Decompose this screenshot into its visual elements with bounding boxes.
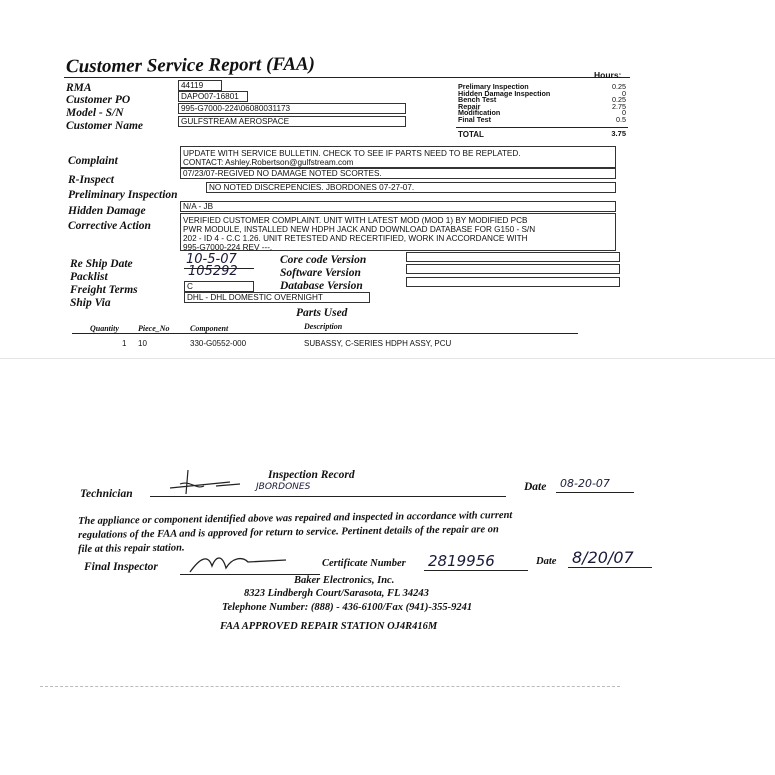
part-quantity: 1 bbox=[122, 339, 127, 348]
hours-row-value: 0.25 bbox=[612, 82, 626, 91]
hours-row-label: Final Test bbox=[458, 115, 492, 124]
hours-row-label: Modification bbox=[458, 108, 501, 118]
hours-row-label: Repair bbox=[458, 101, 481, 111]
packlist-label: Packlist bbox=[70, 271, 108, 283]
part-description: SUBASSY, C-SERIES HDPH ASSY, PCU bbox=[304, 339, 452, 348]
final-inspector-label: Final Inspector bbox=[84, 561, 158, 573]
hours-row-value: 0 bbox=[622, 108, 626, 118]
certificate-number-value: 2819956 bbox=[428, 552, 495, 570]
hours-total-rule bbox=[456, 127, 628, 128]
repair-station: FAA APPROVED REPAIR STATION OJ4R416M bbox=[220, 621, 438, 632]
core-code-version-label: Core code Version bbox=[280, 254, 367, 266]
company-phone: Telephone Number: (888) - 436-6100/Fax (941)-355-9241 bbox=[222, 602, 473, 613]
model-sn-field: 995-G7000-224\06080031173 bbox=[178, 103, 406, 114]
hours-row-value: 0.25 bbox=[612, 95, 626, 105]
report-title: Customer Service Report (FAA) bbox=[65, 53, 316, 78]
ship-via-label: Ship Via bbox=[70, 297, 111, 309]
software-version-field bbox=[406, 264, 620, 274]
col-component: Component bbox=[190, 324, 229, 333]
part-component: 330-G0552-000 bbox=[190, 339, 247, 348]
parts-used-heading: Parts Used bbox=[296, 307, 348, 319]
hours-row-label: Prelimary Inspection bbox=[458, 82, 529, 91]
ship-via-field: DHL - DHL DOMESTIC OVERNIGHT bbox=[184, 292, 370, 303]
hidden-damage-label: Hidden Damage bbox=[68, 205, 146, 217]
r-inspect-label: R-Inspect bbox=[68, 174, 114, 186]
inspection-date-value: 08-20-07 bbox=[560, 477, 610, 490]
inspection-date-rule bbox=[556, 492, 634, 493]
hours-total-value: 3.75 bbox=[611, 129, 626, 138]
certificate-number-label: Certificate Number bbox=[322, 558, 406, 569]
complaint-label: Complaint bbox=[68, 155, 118, 167]
hours-row-value: 0.5 bbox=[616, 115, 626, 124]
hours-row-label: Hidden Damage Inspection bbox=[458, 88, 551, 98]
corrective-action-label: Corrective Action bbox=[68, 220, 151, 232]
company-address: 8323 Lindbergh Court/Sarasota, FL 34243 bbox=[244, 588, 429, 599]
certification-statement-line1: The appliance or component identified above was repaired and inspected in accordance with current bbox=[78, 509, 513, 527]
reship-date-label: Re Ship Date bbox=[70, 258, 133, 270]
core-code-version-field bbox=[406, 252, 620, 262]
final-date-value: 8/20/07 bbox=[572, 548, 634, 567]
rma-field: 44119 bbox=[178, 80, 222, 91]
customer-po-field: DAPO07-16801 bbox=[178, 91, 248, 102]
col-description: Description bbox=[304, 322, 343, 331]
technician-label: Technician bbox=[80, 488, 133, 500]
certificate-rule bbox=[424, 570, 528, 571]
title-rule bbox=[64, 77, 630, 78]
hours-row-value: 0 bbox=[622, 88, 626, 98]
customer-name-field: GULFSTREAM AEROSPACE bbox=[178, 116, 406, 127]
company-name: Baker Electronics, Inc. bbox=[294, 575, 395, 586]
col-piece-no: Piece_No bbox=[138, 324, 170, 333]
hours-heading: Hours: bbox=[594, 70, 622, 80]
packlist-value: 105292 bbox=[188, 264, 238, 279]
technician-signature bbox=[160, 460, 270, 500]
scan-artifact-line bbox=[40, 686, 620, 687]
hours-total-label: TOTAL bbox=[458, 130, 484, 139]
database-version-label: Database Version bbox=[280, 280, 363, 292]
hours-row-value: 2.75 bbox=[612, 101, 626, 111]
preliminary-inspection-field: NO NOTED DISCREPENCIES. JBORDONES 07-27-07. bbox=[206, 182, 616, 193]
customer-name-label: Customer Name bbox=[66, 120, 143, 132]
parts-header-rule bbox=[72, 333, 578, 334]
col-quantity: Quantity bbox=[90, 324, 119, 333]
certification-statement-line2: regulations of the FAA and is approved for return to service. Pertinent details of the repair are on bbox=[78, 524, 499, 541]
technician-name: JBORDONES bbox=[256, 482, 311, 492]
part-piece-no: 10 bbox=[138, 339, 147, 348]
hours-row-label: Bench Test bbox=[458, 95, 497, 105]
corrective-action-field: VERIFIED CUSTOMER COMPLAINT. UNIT WITH LATEST MOD (MOD 1) BY MODIFIED PCB PWR MODULE, INSTALLED NEW HDPH JACK AND DOWNLOAD DATABASE FOR G150 - S/N 202 - ID 4 - C.C 1.26. UNIT RETESTED AND RECERTIFIED, WORK IN ACCORDANCE WITH 995-G7000-224 REV ---. bbox=[180, 213, 616, 251]
complaint-field: UPDATE WITH SERVICE BULLETIN. CHECK TO SEE IF PARTS NEED TO BE REPLATED. CONTACT: Ashley.Robertson@gulfstream.com bbox=[180, 146, 616, 168]
freight-terms-field: C bbox=[184, 281, 254, 292]
final-date-rule bbox=[568, 567, 652, 568]
customer-po-label: Customer PO bbox=[66, 94, 131, 106]
software-version-label: Software Version bbox=[280, 267, 361, 279]
rma-label: RMA bbox=[66, 82, 92, 94]
model-sn-label: Model - S/N bbox=[66, 107, 124, 119]
inspection-record-label: Inspection Record bbox=[268, 469, 355, 481]
scan-fold-line bbox=[0, 358, 775, 359]
freight-terms-label: Freight Terms bbox=[70, 284, 138, 296]
certification-statement-line3: file at this repair station. bbox=[78, 542, 185, 555]
database-version-field bbox=[406, 277, 620, 287]
r-inspect-field: 07/23/07-REGIVED NO DAMAGE NOTED SCORTES. bbox=[180, 168, 616, 179]
inspection-date-label: Date bbox=[524, 481, 547, 493]
hidden-damage-field: N/A - JB bbox=[180, 201, 616, 212]
final-date-label: Date bbox=[536, 556, 557, 567]
reship-date-value: 10-5-07 bbox=[186, 252, 237, 267]
technician-rule bbox=[150, 496, 506, 497]
preliminary-inspection-label: Preliminary Inspection bbox=[68, 189, 178, 201]
